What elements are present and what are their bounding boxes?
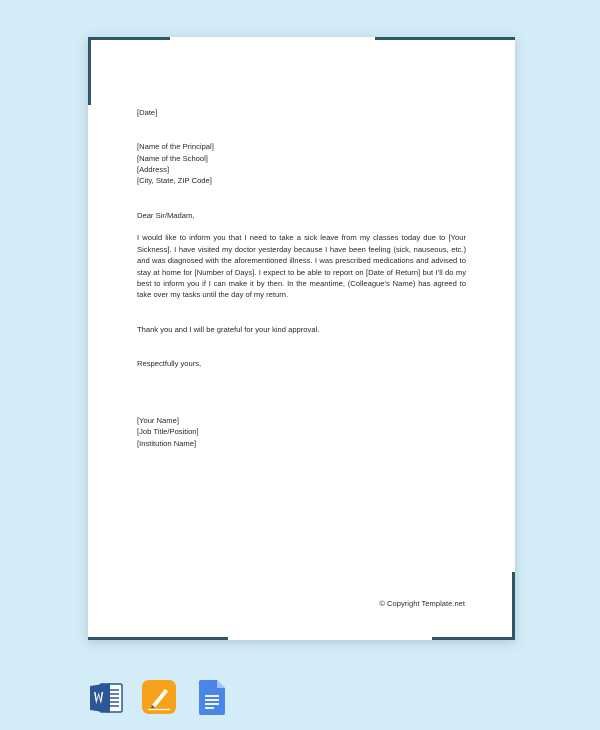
signature-block bbox=[137, 415, 466, 449]
thanks-line: Thank you and I will be grateful for your kind approval. bbox=[137, 324, 320, 334]
pages-icon[interactable] bbox=[142, 680, 176, 714]
recipient-line: [Name of the Principal] bbox=[137, 142, 214, 152]
recipient-line: [Address] bbox=[137, 165, 170, 174]
corner-accent-bottom-right-vertical bbox=[512, 572, 515, 640]
signature-line: [Institution Name] bbox=[137, 438, 197, 448]
date-placeholder: [Date] bbox=[137, 108, 158, 117]
corner-accent-top-left-vertical bbox=[88, 37, 91, 105]
letter-body bbox=[137, 107, 466, 449]
google-docs-icon[interactable] bbox=[199, 680, 225, 715]
recipient-block bbox=[137, 141, 466, 187]
corner-accent-bottom-left bbox=[88, 637, 228, 640]
corner-accent-top-left bbox=[88, 37, 170, 40]
salutation: Dear Sir/Madam, bbox=[137, 210, 195, 220]
word-icon[interactable] bbox=[88, 680, 124, 716]
recipient-line: [Name of the School] bbox=[137, 153, 208, 163]
signature-line: [Your Name] bbox=[137, 415, 179, 425]
body-paragraph: I would like to inform you that I need to take a sick leave from my classes today due to [Your Sickness]. I have visited my doctor yesterday because I have been feeling (sick, nauseous, etc.) and was diagnosed with the aforementioned illness. I was prescribed medications and advised to stay at home for [Number of Days]. I expect to be able to report on [Date of Return] but I’ll do my best to inform you if I can make it by then. In the meantime, (Colleague’s Name) has agreed to take over my tasks until the day of my return. bbox=[137, 233, 466, 300]
recipient-line: [City, State, ZIP Code] bbox=[137, 176, 212, 186]
signature-line: [Job Title/Position] bbox=[137, 427, 199, 437]
closing-line: Respectfully yours, bbox=[137, 358, 202, 368]
corner-accent-top-right bbox=[375, 37, 515, 40]
corner-accent-bottom-right bbox=[432, 637, 515, 640]
copyright-notice: © Copyright Template.net bbox=[379, 599, 465, 608]
